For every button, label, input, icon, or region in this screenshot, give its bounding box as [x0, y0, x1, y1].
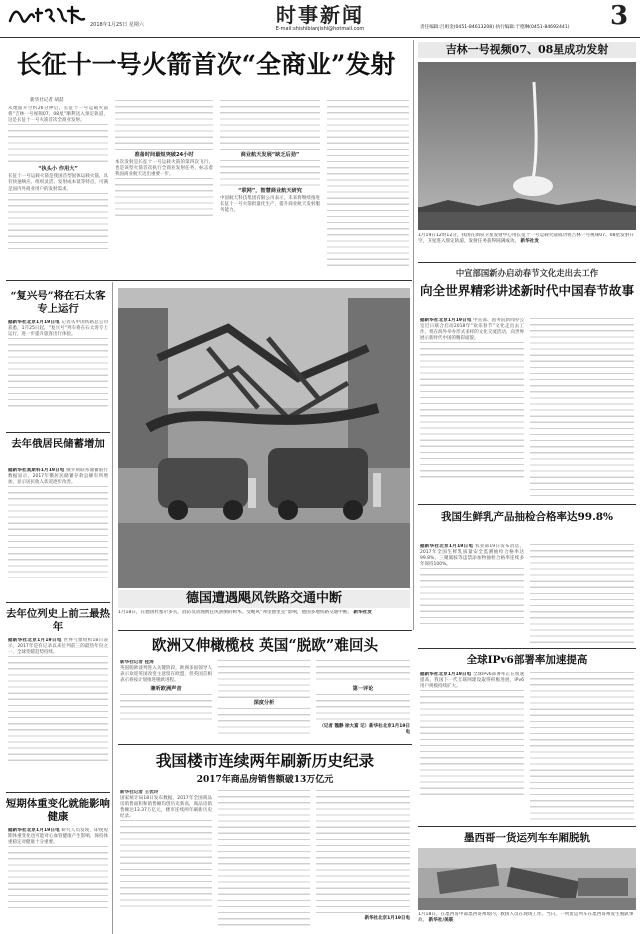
fuxing-byline: 据新华社北京1月19日电	[8, 320, 60, 325]
income-headline: 去年俄居民储蓄增加	[11, 438, 105, 450]
railway-credit: 新华社发	[353, 610, 372, 615]
divider	[418, 504, 636, 505]
text-filler	[8, 338, 108, 408]
text-filler	[316, 660, 410, 684]
dairy-byline: 据新华社北京1月19日电	[420, 544, 474, 549]
lead-text-4: 中国航天科技集团有限公司表示，未来将继续推进长征十一号火箭批量化生产，提升商业航天发射服务能力。	[220, 196, 320, 214]
europe-col-3	[316, 660, 410, 740]
text-filler	[220, 160, 320, 186]
divider	[118, 630, 412, 631]
divider	[6, 280, 412, 281]
lead-text-1: 从地面升空约26分钟后，长征十一号运载火箭将“吉林一号视频07、08星”顺利送入预定轨道，这是长征十一号火箭首次全商业发射。	[8, 106, 108, 124]
lead-subhead-3: 商业航天发展“缺乏后劲”	[240, 152, 300, 158]
housing-col-2	[218, 790, 310, 930]
text-filler	[115, 178, 213, 218]
europe-col-1	[120, 660, 212, 740]
rocket-launch-photo	[418, 62, 636, 230]
issue-date: 2018年1月25日 星期六	[90, 22, 144, 28]
text-filler	[8, 124, 108, 164]
worldrank-headline: 去年位列史上前三最热年	[6, 608, 110, 633]
text-filler	[420, 568, 524, 628]
europe-text: 英国脱欧谈判进入关键阶段，欧洲多国领导人表示欢迎英国改变主意留在欧盟，但英国首相表示将按计划推进脱欧进程。	[120, 666, 212, 684]
fuxing-headline: “复兴号”将在石太客专上运行	[10, 290, 106, 315]
text-filler	[420, 690, 524, 800]
income-body	[8, 468, 108, 598]
income-byline: 据新华社莫斯科1月19日电	[8, 468, 65, 473]
masthead	[0, 0, 640, 38]
lead-subhead-4: “联网”，智慧商业航天研究	[238, 188, 302, 195]
mexico-caption	[418, 912, 636, 932]
text-filler	[420, 342, 524, 482]
section-email: E-mail:shishibianjishi@hotmail.com	[275, 26, 365, 32]
lead-byline: 新华社记者 胡喆	[30, 98, 64, 103]
lead-subhead-1: “执头小 作用大”	[38, 166, 78, 173]
text-filler	[120, 694, 212, 724]
housing-deck: 2017年商品房销售额破13万亿元	[196, 775, 334, 785]
fuxing-body	[8, 320, 108, 428]
column-rule	[413, 40, 414, 630]
ipv6-headline: 全球IPv6部署率加速提高	[466, 654, 588, 666]
divider	[418, 262, 636, 263]
vehicle-byline: 据新华社北京1月19日电	[8, 828, 60, 833]
europe-subhead-2: 深度分析	[253, 700, 275, 706]
vehicle-body	[8, 828, 108, 930]
europe-col-2	[218, 660, 310, 740]
dairy-headline: 我国生鲜乳产品抽检合格率达99.8%	[440, 511, 614, 523]
ipv6-byline: 据新华社北京1月19日电	[420, 672, 472, 677]
text-filler	[115, 100, 213, 150]
jilin-credit: 新华社发	[520, 239, 539, 244]
lead-text-2: 长征十一号运载火箭是我国首型固体运载火箭，具有快速响应、组织灵活、发射成本低等特点，可满足国内外商业用户的发射需求。	[8, 174, 108, 192]
text-filler	[316, 790, 410, 916]
page-number: 3	[610, 1, 629, 31]
spring-byline: 据新华社北京1月19日电	[420, 318, 472, 323]
divider	[418, 826, 636, 827]
housing-headline: 我国楼市连续两年刷新历史纪录	[155, 751, 375, 770]
housing-credit: 新华社北京1月19日电	[364, 916, 410, 921]
vehicle-text: 研究人员发现，即使短期体重变化也可能对心血管健康产生影响，保持体重稳定对健康十分重要。	[8, 828, 108, 846]
text-filler	[8, 486, 108, 578]
text-filler	[8, 656, 108, 766]
mexico-headline: 墨西哥一货运列车车厢脱轨	[464, 832, 590, 844]
lead-text-3: 本次发射是长征十一号运载火箭的第四次飞行，也是该型火箭首次执行全商业发射任务，标志着我国商业航天迈出重要一步。	[115, 160, 213, 178]
lead-col-1	[8, 106, 108, 274]
income-text: 俄罗斯联邦储蓄银行数据显示，2017年俄居民储蓄存款总额有所增加，显示居民收入状况逐步改善。	[8, 468, 108, 486]
editors-line: 责任编辑:吕姐金(0451-84613208) 执行编辑:于德琳(0451-84692441)	[420, 25, 570, 30]
lead-headline: 长征十一号火箭首次“全商业”发射	[16, 50, 396, 79]
spring-text: 中宣部、国务院新闻办公室近日联合启动2018年“欢乐春节”文化走出去工作，将在海外举办形式多样的文化交流活动，向世界展示新时代中国的精彩面貌。	[420, 318, 524, 342]
jilin-caption	[418, 233, 636, 257]
column-rule	[112, 282, 113, 934]
housing-col-1	[120, 790, 212, 930]
europe-subhead-1: 兼听欧洲声音	[150, 686, 182, 693]
lead-col-4	[327, 100, 409, 268]
railway-caption	[118, 610, 410, 628]
ipv6-text: 全球IPv6部署率正在加速提高，我国下一代互联网建设取得积极进展，IPv6用户规模持续扩大。	[420, 672, 524, 690]
spring-col-1	[420, 318, 524, 498]
text-filler	[218, 660, 310, 698]
storm-tree-photo	[118, 288, 410, 588]
europe-byline: 新华社记者 桂涛	[120, 660, 154, 665]
europe-subhead-3: 第一评论	[352, 686, 374, 692]
jilin-caption-text: 1月19日12时12分，我国在酒泉卫星发射中心用长征十一号运载火箭成功将吉林一号视频07、08星发射升空，卫星进入预定轨道，发射任务获得圆满成功。	[418, 233, 634, 244]
housing-col-3	[316, 790, 410, 930]
divider	[6, 432, 110, 433]
vehicle-headline: 短期体重变化就能影响健康	[6, 798, 110, 823]
mexico-credit: 新华社/美联	[428, 918, 454, 923]
dairy-col-1	[420, 544, 524, 644]
railway-caption-text: 1月18日，在德国杜塞尔多夫，消防员清理被狂风刮倒的树木。受飓风“弗里德里克”影响，德国多地铁路交通中断。	[118, 610, 353, 615]
jilin-headline: 吉林一号视频07、08星成功发射	[418, 42, 636, 58]
divider	[6, 602, 110, 603]
divider	[6, 792, 110, 793]
housing-text: 国家统计局18日发布数据，2017年全国商品房销售面积和销售额均创历史新高，商品房销售额达13.37万亿元，楼市连续两年刷新历史纪录。	[120, 796, 212, 820]
spring-headline: 向全世界精彩讲述新时代中国春节故事	[419, 283, 635, 298]
worldrank-byline: 据新华社北京1月19日电	[8, 638, 62, 643]
text-filler	[218, 708, 310, 738]
lead-col-3	[220, 100, 320, 270]
lead-subhead-2: 准备时间最短突破24小时	[134, 152, 194, 158]
spring-col-2	[530, 318, 634, 498]
housing-byline: 新华社记者 王优玲	[120, 790, 159, 795]
section-title: 时事新闻	[276, 3, 364, 27]
europe-headline: 欧洲又伸橄榄枝 英国“脱欧”难回头	[151, 637, 379, 654]
train-derail-photo	[418, 848, 636, 910]
mexico-caption-text: 1月18日，在墨西哥中部墨西哥州境内，救援人员在现场工作。当日，一列货运列车在墨西哥州发生脱轨事故。	[418, 912, 634, 923]
lead-col-2	[115, 100, 213, 270]
newspaper-logo	[8, 5, 86, 33]
worldrank-text: 世界气象组织18日表示，2017年是有记录以来位列前三的最热年份之一，全球变暖趋势持续。	[8, 638, 108, 656]
railway-headline: 德国遭遇飓风铁路交通中断	[118, 590, 410, 608]
text-filler	[8, 846, 108, 908]
divider	[418, 648, 636, 649]
worldrank-body	[8, 638, 108, 788]
europe-credit: （记者 魏静 徐大富 记）新华社北京1月19日电	[319, 724, 410, 736]
dairy-text: 农业部19日发布消息，2017年全国生鲜乳质量安全监测抽检合格率达99.8%，三聚氰胺等违禁添加物抽检合格率连续多年保持100%。	[420, 544, 524, 568]
fuxing-text: 记者从中国铁路总公司获悉，1月25日起，“复兴号”列车将在石太客专上运行，进一步提升旅客出行体验。	[8, 320, 108, 338]
text-filler	[316, 694, 410, 724]
divider	[118, 744, 412, 745]
spring-kicker: 中宣部国新办启动春节文化走出去工作	[455, 268, 599, 278]
text-filler	[220, 100, 320, 150]
dairy-col-2	[530, 544, 634, 644]
ipv6-col-2	[530, 672, 634, 822]
text-filler	[120, 820, 212, 910]
text-filler	[8, 193, 108, 253]
ipv6-col-1	[420, 672, 524, 822]
